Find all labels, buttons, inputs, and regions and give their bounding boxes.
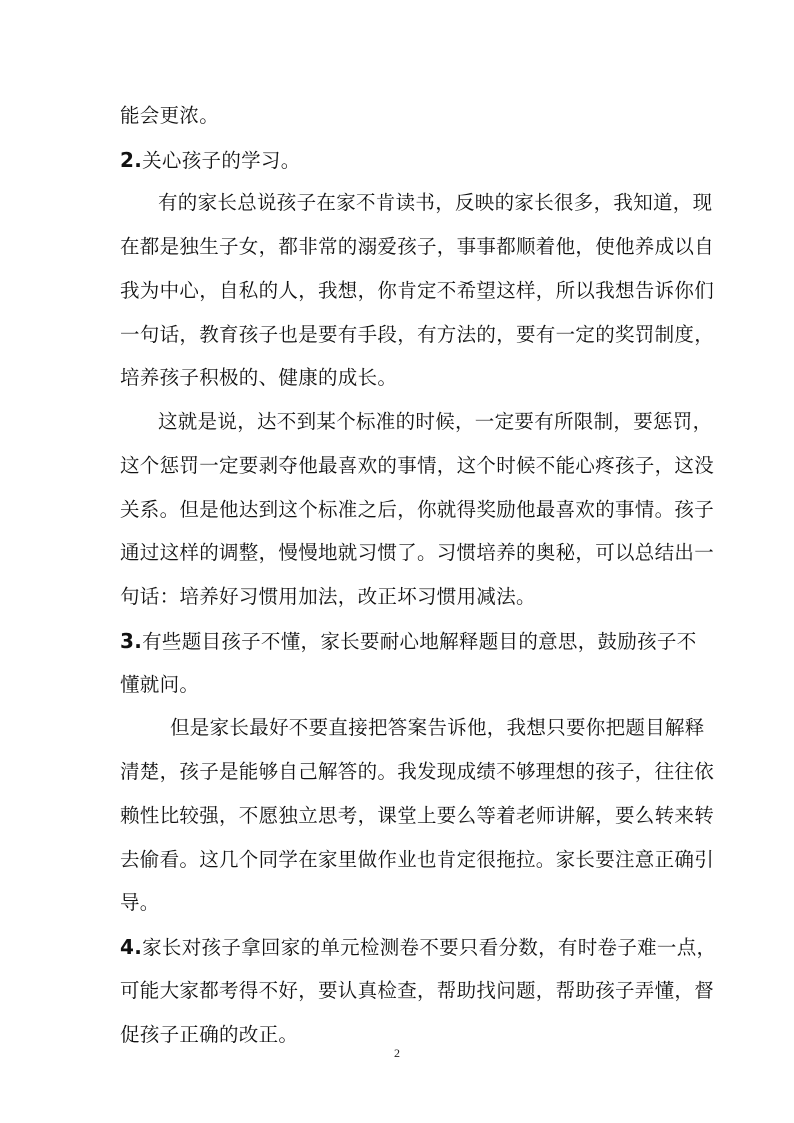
paragraph-line (120, 497, 715, 523)
text-line: 去偷看。这几个同学在家里做作业也肯定很拖拉。家长要注意正确引 (120, 848, 715, 871)
text-line: 这就是说，达不到某个标准的时候，一定要有所限制，要惩罚， (158, 410, 713, 433)
text-line: 懂就问。 (120, 673, 200, 696)
paragraph-line (120, 540, 715, 566)
section-heading-2 (120, 147, 690, 174)
text-line: 这个惩罚一定要剥夺他最喜欢的事情，这个时候不能心疼孩子，这没 (120, 454, 715, 477)
text-line: 能会更浓。 (120, 104, 220, 127)
text-line: 赖性比较强，不愿独立思考，课堂上要么等着老师讲解，要么转来转 (120, 804, 715, 827)
section-heading-text: 关心孩子的学习。 (142, 149, 301, 172)
section-heading-text: 有些题目孩子不懂，家长要耐心地解释题目的意思，鼓励孩子不 (142, 630, 697, 653)
text-line: 通过这样的调整，慢慢地就习惯了。习惯培养的奥秘，可以总结出一 (120, 541, 715, 564)
text-line: 在都是独生子女，都非常的溺爱孩子，事事都顺着他，使他养成以自 (120, 235, 715, 258)
paragraph-line (120, 365, 690, 391)
paragraph-line (120, 322, 715, 348)
section-heading-4 (120, 934, 717, 961)
text-line: 句话：培养好习惯用加法，改正坏习惯用减法。 (120, 585, 536, 608)
section-heading-3 (120, 628, 697, 655)
text-line: 关系。但是他达到这个标准之后，你就得奖励他最喜欢的事情。孩子 (120, 498, 715, 521)
section-number: 2. (120, 148, 143, 172)
paragraph-line (120, 234, 715, 260)
paragraph-line (158, 190, 713, 216)
paragraph-line (120, 672, 690, 698)
paragraph-line (120, 584, 690, 610)
text-line: 培养孩子积极的、健康的成长。 (120, 366, 398, 389)
paragraph-continuation (120, 103, 690, 129)
text-line: 可能大家都考得不好，要认真检查，帮助找问题，帮助孩子弄懂，督 (120, 979, 715, 1002)
text-line: 导。 (120, 891, 160, 914)
text-line: 促孩子正确的改正。 (120, 1023, 299, 1046)
paragraph-line (170, 715, 705, 741)
section-heading-text: 家长对孩子拿回家的单元检测卷不要只看分数，有时卷子难一点， (142, 936, 717, 959)
paragraph-line (120, 278, 715, 304)
text-line: 但是家长最好不要直接把答案告诉他，我想只要你把题目解释 (170, 716, 705, 739)
section-number: 4. (120, 935, 143, 959)
text-line: 有的家长总说孩子在家不肯读书，反映的家长很多，我知道，现 (158, 191, 713, 214)
paragraph-line (120, 890, 690, 916)
page-number: 2 (394, 1046, 400, 1060)
paragraph-line (120, 803, 715, 829)
section-number: 3. (120, 629, 143, 653)
paragraph-line (158, 409, 713, 435)
text-line: 清楚，孩子是能够自己解答的。我发现成绩不够理想的孩子，往往依 (120, 760, 715, 783)
paragraph-line (120, 978, 715, 1004)
text-line: 我为中心，自私的人，我想，你肯定不希望这样，所以我想告诉你们 (120, 279, 715, 302)
text-line: 一句话，教育孩子也是要有手段，有方法的，要有一定的奖罚制度， (120, 323, 715, 346)
paragraph-line (120, 847, 715, 873)
paragraph-line (120, 759, 715, 785)
paragraph-line (120, 453, 715, 479)
